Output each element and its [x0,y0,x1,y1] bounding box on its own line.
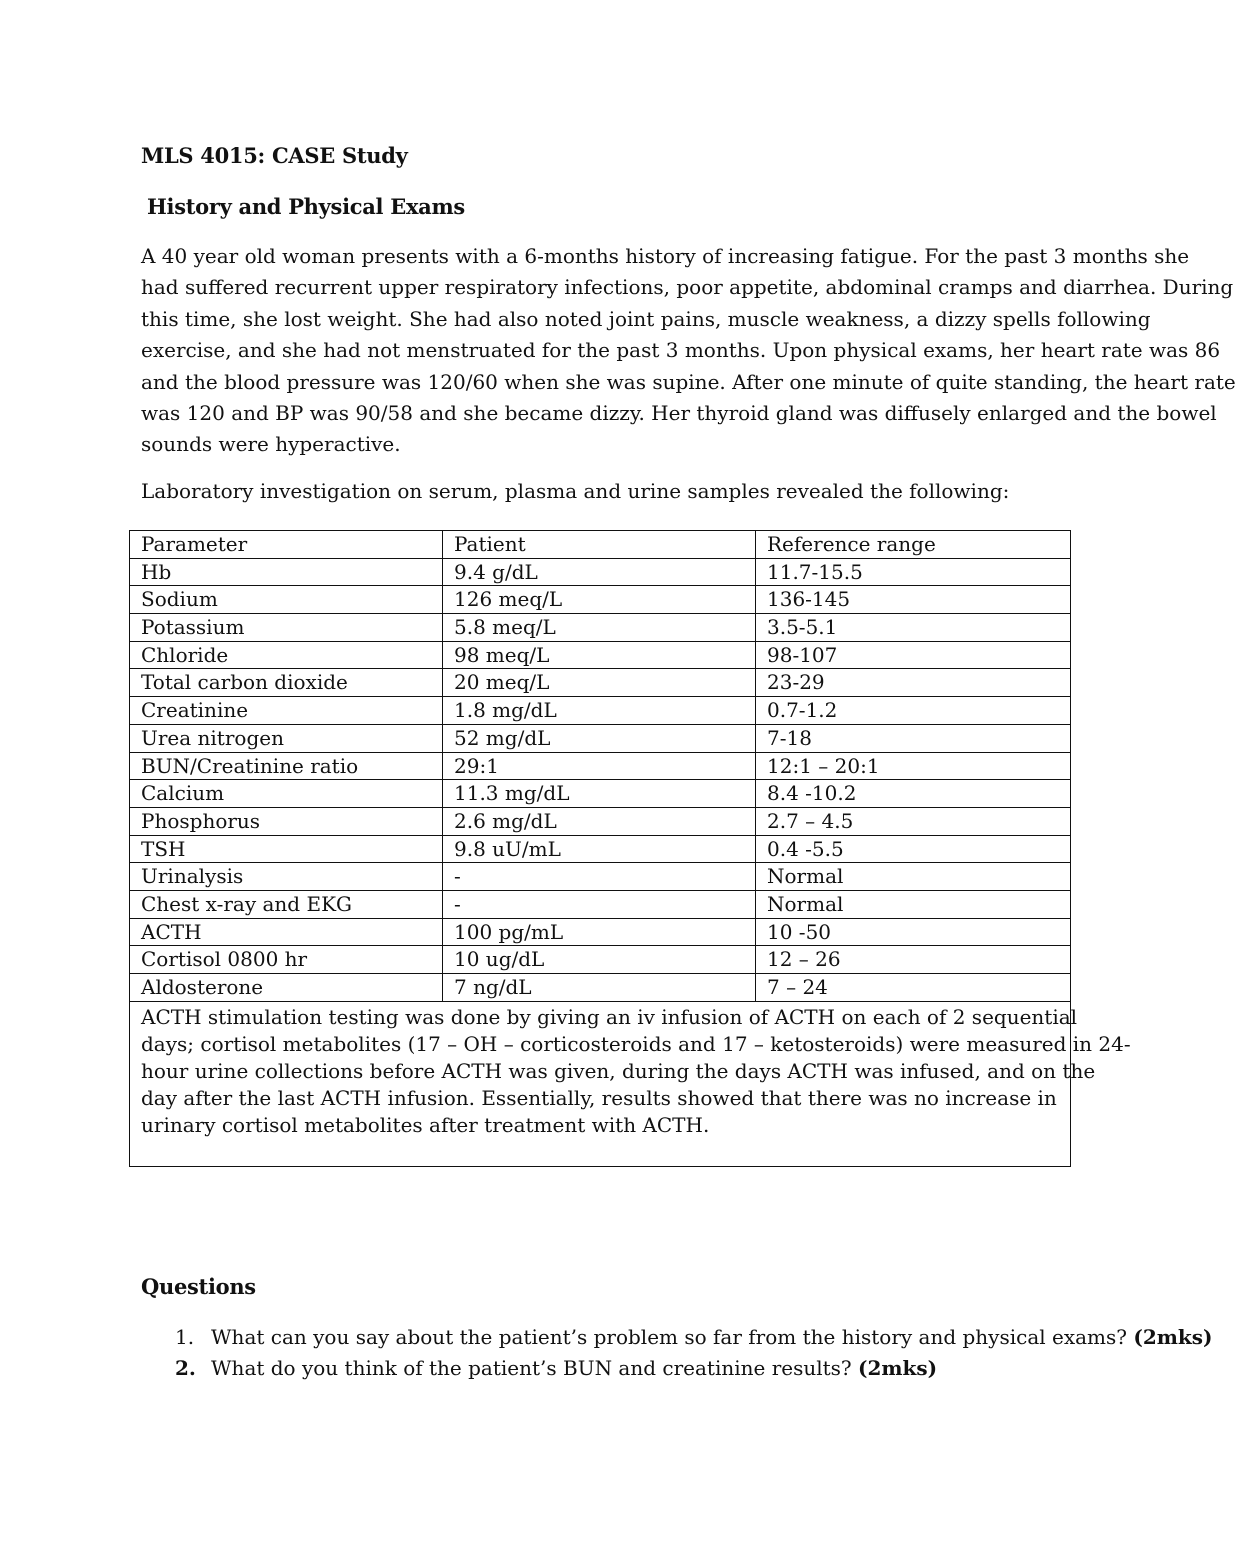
history-paragraph [141,241,1236,461]
parameter-cell: TSH [130,835,443,863]
question-item [141,1353,1171,1384]
patient-value-cell: 10 ug/dL [443,946,756,974]
reference-range-cell: 3.5-5.1 [756,614,1071,642]
table-row [130,946,1071,974]
patient-value-cell: 1.8 mg/dL [443,697,756,725]
question-item [141,1322,1213,1353]
question-number: 1. [175,1325,195,1349]
patient-value-cell: 7 ng/dL [443,974,756,1002]
column-header-reference: Reference range [756,531,1071,559]
reference-range-cell: 12:1 – 20:1 [756,752,1071,780]
table-row [130,780,1071,808]
reference-range-cell: 11.7-15.5 [756,558,1071,586]
patient-value-cell: 52 mg/dL [443,724,756,752]
history-line: had suffered recurrent upper respiratory infections, poor appetite, abdominal cramps and diarrhea. During [141,275,1234,300]
lab-intro: Laboratory investigation on serum, plasma and urine samples revealed the following: [141,479,1010,503]
parameter-cell: Urea nitrogen [130,724,443,752]
note-line: day after the last ACTH infusion. Essentially, results showed that there was no increase in [141,1085,1057,1110]
patient-value-cell: 100 pg/mL [443,918,756,946]
parameter-cell: Potassium [130,614,443,642]
question-text: What do you think of the patient’s BUN and creatinine results? [211,1356,859,1380]
reference-range-cell: 98-107 [756,641,1071,669]
history-line: and the blood pressure was 120/60 when she was supine. After one minute of quite standing, the heart rate [141,369,1236,394]
reference-range-cell: 10 -50 [756,918,1071,946]
questions-list [141,1322,1213,1384]
table-header-row [130,531,1071,559]
parameter-cell: Phosphorus [130,807,443,835]
table-row [130,724,1071,752]
parameter-cell: Urinalysis [130,863,443,891]
patient-value-cell: 11.3 mg/dL [443,780,756,808]
table-row [130,974,1071,1002]
note-line: hour urine collections before ACTH was given, during the days ACTH was infused, and on the [141,1058,1096,1083]
table-row [130,890,1071,918]
patient-value-cell: 126 meq/L [443,586,756,614]
lab-table-body [130,531,1131,1167]
note-line: days; cortisol metabolites (17 – OH – corticosteroids and 17 – ketosteroids) were measured in 24- [141,1031,1131,1056]
reference-range-cell: 8.4 -10.2 [756,780,1071,808]
history-line: A 40 year old woman presents with a 6-months history of increasing fatigue. For the past 3 months she [141,244,1190,268]
questions-title: Questions [141,1274,256,1299]
question-number: 2. [175,1356,196,1380]
reference-range-cell: 7 – 24 [756,974,1071,1002]
table-row [130,558,1071,586]
table-row [130,669,1071,697]
patient-value-cell: 9.8 uU/mL [443,835,756,863]
table-row [130,918,1071,946]
patient-value-cell: 9.4 g/dL [443,558,756,586]
patient-value-cell: 29:1 [443,752,756,780]
parameter-cell: Sodium [130,586,443,614]
section-title: History and Physical Exams [147,194,465,219]
parameter-cell: Chest x-ray and EKG [130,890,443,918]
parameter-cell: Calcium [130,780,443,808]
parameter-cell: Cortisol 0800 hr [130,946,443,974]
history-line: sounds were hyperactive. [141,432,401,457]
parameter-cell: ACTH [130,918,443,946]
parameter-cell: Chloride [130,641,443,669]
reference-range-cell: 7-18 [756,724,1071,752]
course-title: MLS 4015: CASE Study [141,143,408,168]
reference-range-cell: Normal [756,890,1071,918]
table-row [130,641,1071,669]
parameter-cell: Creatinine [130,697,443,725]
patient-value-cell: 20 meq/L [443,669,756,697]
question-text: What can you say about the patient’s problem so far from the history and physical exams? [211,1325,1134,1349]
parameter-cell: BUN/Creatinine ratio [130,752,443,780]
note-line: ACTH stimulation testing was done by giving an iv infusion of ACTH on each of 2 sequential [141,1004,1078,1029]
column-header-parameter: Parameter [130,531,443,559]
table-row [130,863,1071,891]
parameter-cell: Hb [130,558,443,586]
reference-range-cell: 0.7-1.2 [756,697,1071,725]
history-line: exercise, and she had not menstruated for the past 3 months. Upon physical exams, her heart rate was 86 [141,338,1221,363]
table-row [130,614,1071,642]
history-line: this time, she lost weight. She had also noted joint pains, muscle weakness, a dizzy spells following [141,306,1151,331]
patient-value-cell: 5.8 meq/L [443,614,756,642]
column-header-patient: Patient [443,531,756,559]
history-line: was 120 and BP was 90/58 and she became dizzy. Her thyroid gland was diffusely enlarged and the bowel [141,401,1217,426]
reference-range-cell: 2.7 – 4.5 [756,807,1071,835]
table-row [130,752,1071,780]
table-note-row [130,1001,1071,1166]
question-marks: (2mks) [1133,1325,1213,1349]
reference-range-cell: Normal [756,863,1071,891]
patient-value-cell: - [443,863,756,891]
patient-value-cell: 98 meq/L [443,641,756,669]
table-row [130,586,1071,614]
table-row [130,807,1071,835]
table-row [130,697,1071,725]
note-line: urinary cortisol metabolites after treatment with ACTH. [141,1112,710,1137]
reference-range-cell: 0.4 -5.5 [756,835,1071,863]
question-marks: (2mks) [858,1356,938,1380]
reference-range-cell: 23-29 [756,669,1071,697]
reference-range-cell: 136-145 [756,586,1071,614]
patient-value-cell: 2.6 mg/dL [443,807,756,835]
parameter-cell: Total carbon dioxide [130,669,443,697]
table-row [130,835,1071,863]
parameter-cell: Aldosterone [130,974,443,1002]
patient-value-cell: - [443,890,756,918]
lab-results-table [129,530,1131,1167]
acth-stimulation-note [130,1001,1131,1166]
reference-range-cell: 12 – 26 [756,946,1071,974]
